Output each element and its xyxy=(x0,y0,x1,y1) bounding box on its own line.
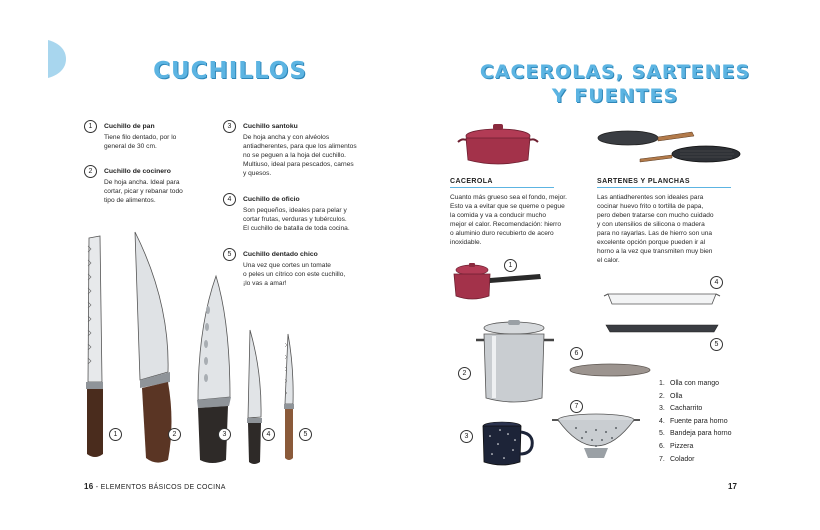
pizza-pan-illustration xyxy=(568,362,652,378)
stock-pot-illustration xyxy=(474,318,558,408)
page-tab-decoration xyxy=(48,40,66,78)
cookware-callout-7: 7 xyxy=(570,400,583,413)
colander-illustration xyxy=(550,410,642,462)
page-title: CUCHILLOS xyxy=(153,58,307,84)
item-description: Una vez que cortes un tomate o peles un cítrico con este cuchillo, ¡lo vas a amar! xyxy=(243,262,346,287)
section-title-sartenes: SARTENES Y PLANCHAS xyxy=(597,178,731,188)
knife-callout-1: 1 xyxy=(109,428,122,441)
section-text-sartenes: Las antiadherentes son ideales para cocinar huevo frito o tortilla de papa, pero deben tratarse con mucho cuidado y con utensilios de silicona o madera para no rayarlas. Las de hierro son una excelente opción porque pueden ir al horno a la vez que transmiten muy bien el calor. xyxy=(597,194,714,264)
right-page xyxy=(410,0,820,530)
item-description: De hoja ancha. Ideal para cortar, picar y rebanar todo tipo de alimentos. xyxy=(104,179,183,204)
cookware-callout-6: 6 xyxy=(570,347,583,360)
title-line-2: Y FUENTES xyxy=(551,85,679,107)
item-number: 1 xyxy=(84,120,97,133)
item-title: Cuchillo santoku xyxy=(243,123,298,130)
knife-item-1 xyxy=(88,122,216,151)
left-footer xyxy=(84,482,226,491)
item-title: Cuchillo de oficio xyxy=(243,196,300,203)
small-serrated-knife-icon xyxy=(284,334,294,460)
footer-separator: - xyxy=(93,484,101,491)
knife-callout-4: 4 xyxy=(262,428,275,441)
legend-item: 2. Olla xyxy=(659,392,683,400)
knife-callout-2: 2 xyxy=(168,428,181,441)
cookware-legend xyxy=(659,378,732,466)
page-number: 17 xyxy=(728,482,737,491)
legend-item: 6. Pizzera xyxy=(659,442,694,450)
knife-callout-3: 3 xyxy=(218,428,231,441)
legend-item: 5. Bandeja para horno xyxy=(659,430,732,438)
enamel-mug-illustration xyxy=(480,420,540,470)
item-number: 2 xyxy=(84,165,97,178)
page-title xyxy=(460,60,770,108)
saucepan-illustration xyxy=(448,260,548,306)
item-title: Cuchillo de pan xyxy=(104,123,155,130)
legend-item: 4. Fuente para horno xyxy=(659,417,728,425)
section-title-cacerola: CACEROLA xyxy=(450,178,554,188)
legend-item: 7. Colador xyxy=(659,455,695,463)
section-text-cacerola: Cuanto más grueso sea el fondo, mejor. Esto va a evitar que se queme o pegue la comida y va a conducir mucho mejor el calor. Recomendación: hierro o aluminio duro recubierto de acero inoxidable. xyxy=(450,194,567,246)
knife-item-4 xyxy=(227,195,393,233)
knife-item-2 xyxy=(88,167,216,205)
bread-knife-icon xyxy=(86,236,103,457)
chef-knife-icon xyxy=(135,232,172,463)
cookware-callout-4: 4 xyxy=(710,276,723,289)
item-number: 4 xyxy=(223,193,236,206)
frying-pans-illustration xyxy=(596,128,746,166)
cookware-callout-5: 5 xyxy=(710,338,723,351)
item-title: Cuchillo de cocinero xyxy=(104,168,171,175)
item-number: 5 xyxy=(223,248,236,261)
cookware-callout-3: 3 xyxy=(460,430,473,443)
cookware-callout-1: 1 xyxy=(504,259,517,272)
item-description: De hoja ancha y con alvéolos antiadherentes, para que los alimentos no se peguen a la hoja del cuchillo. Multiuso, ideal para pescados, carnes y quesos. xyxy=(243,134,357,177)
casserole-illustration xyxy=(448,120,548,166)
item-description: Son pequeños, ideales para pelar y cortar frutas, verduras y tubérculos. El cuchillo de batalla de toda cocina. xyxy=(243,207,350,232)
cookware-callout-2: 2 xyxy=(458,367,471,380)
page-number: 16 xyxy=(84,482,94,491)
item-description: Tiene filo dentado, por lo general de 30 cm. xyxy=(104,134,177,150)
paring-knife-icon xyxy=(247,330,262,464)
footer-section-title: ELEMENTOS BÁSICOS DE COCINA xyxy=(100,484,226,491)
baking-tray-illustration xyxy=(604,322,720,336)
item-number: 3 xyxy=(223,120,236,133)
legend-item: 3. Cacharrito xyxy=(659,405,703,413)
knife-item-3 xyxy=(227,122,393,178)
baking-dish-illustration xyxy=(604,290,720,310)
knife-callout-5: 5 xyxy=(299,428,312,441)
item-title: Cuchillo dentado chico xyxy=(243,251,318,258)
title-line-1: CACEROLAS, SARTENES xyxy=(479,61,751,83)
legend-item: 1. Olla con mango xyxy=(659,380,720,387)
